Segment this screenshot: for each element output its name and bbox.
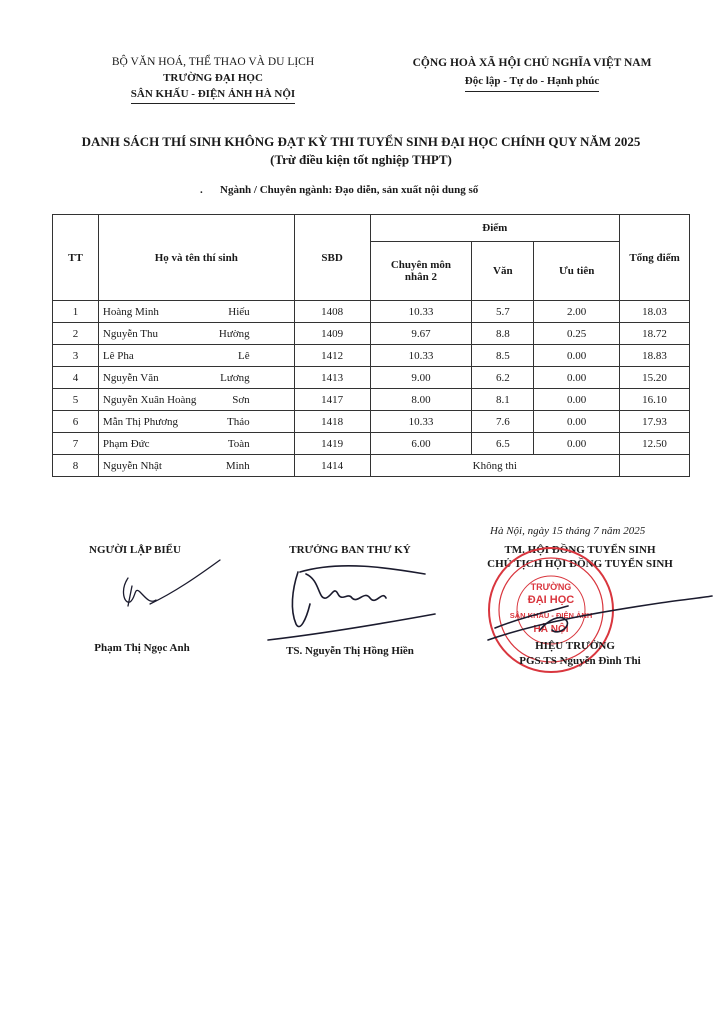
- secretary-name: TS. Nguyễn Thị Hồng Hiền: [286, 645, 414, 657]
- cell-absent-note: Không thi: [370, 455, 620, 477]
- cell-priority: 0.00: [534, 389, 620, 411]
- cell-sbd: 1413: [294, 367, 370, 389]
- cell-literature: 8.1: [472, 389, 534, 411]
- svg-text:HÀ NỘI: HÀ NỘI: [533, 624, 569, 635]
- council-line2: CHỦ TỊCH HỘI ĐỒNG TUYỂN SINH: [487, 558, 673, 570]
- header-literature: Văn: [472, 242, 534, 301]
- cell-literature: 6.2: [472, 367, 534, 389]
- header-total: Tổng điểm: [620, 215, 690, 301]
- cell-sbd: 1409: [294, 323, 370, 345]
- cell-priority: 0.25: [534, 323, 620, 345]
- cell-literature: 6.5: [472, 433, 534, 455]
- major-dot: .: [200, 184, 203, 196]
- cell-sbd: 1417: [294, 389, 370, 411]
- cell-total: 12.50: [620, 433, 690, 455]
- header-sbd: SBD: [294, 215, 370, 301]
- cell-tt: 7: [53, 433, 99, 455]
- cell-literature: 5.7: [472, 301, 534, 323]
- cell-given: Lê: [238, 349, 250, 362]
- cell-major2: 9.00: [370, 367, 472, 389]
- cell-tt: 8: [53, 455, 99, 477]
- cell-tt: 2: [53, 323, 99, 345]
- cell-priority: 0.00: [534, 433, 620, 455]
- rector-role: HIỆU TRƯỞNG: [535, 640, 615, 652]
- cell-given: Lương: [220, 371, 250, 384]
- cell-surname: Nguyễn Văn: [102, 371, 159, 384]
- school-name-line2: SÂN KHẤU - ĐIỆN ẢNH HÀ NỘI: [131, 86, 295, 104]
- cell-sbd: 1419: [294, 433, 370, 455]
- cell-total: 18.72: [620, 323, 690, 345]
- cell-tt: 1: [53, 301, 99, 323]
- school-name-line1: TRƯỜNG ĐẠI HỌC: [163, 72, 263, 84]
- cell-literature: 8.5: [472, 345, 534, 367]
- cell-given: Minh: [225, 459, 250, 472]
- cell-surname: Mẫn Thị Phương: [102, 415, 179, 428]
- cell-tt: 4: [53, 367, 99, 389]
- cell-total: 16.10: [620, 389, 690, 411]
- cell-surname: Nguyễn Xuân Hoàng: [102, 393, 197, 406]
- cell-major2: 6.00: [370, 433, 472, 455]
- cell-total: 15.20: [620, 367, 690, 389]
- cell-major2: 10.33: [370, 301, 472, 323]
- cell-surname: Lê Pha: [102, 349, 134, 362]
- cell-surname: Nguyễn Thu: [102, 327, 159, 340]
- cell-major2: 8.00: [370, 389, 472, 411]
- cell-total: 18.83: [620, 345, 690, 367]
- cell-given: Thảo: [227, 415, 250, 428]
- cell-priority: 0.00: [534, 345, 620, 367]
- major-text: Ngành / Chuyên ngành: Đạo diễn, sản xuất nội dung số: [220, 184, 479, 196]
- title-line1: DANH SÁCH THÍ SINH KHÔNG ĐẠT KỲ THI TUYỂN SINH ĐẠI HỌC CHÍNH QUY NĂM 2025: [81, 134, 641, 149]
- cell-sbd: 1414: [294, 455, 370, 477]
- header-name: Họ và tên thí sinh: [98, 215, 294, 301]
- preparer-title: NGƯỜI LẬP BIỂU: [89, 544, 181, 556]
- preparer-name: Phạm Thị Ngọc Anh: [94, 642, 190, 654]
- cell-major2: 9.67: [370, 323, 472, 345]
- cell-sbd: 1412: [294, 345, 370, 367]
- cell-tt: 5: [53, 389, 99, 411]
- svg-text:ĐẠI HỌC: ĐẠI HỌC: [527, 594, 575, 606]
- cell-tt: 6: [53, 411, 99, 433]
- cell-major2: 10.33: [370, 411, 472, 433]
- rector-name: PGS.TS Nguyễn Đình Thi: [519, 655, 641, 667]
- country-name: CỘNG HOÀ XÃ HỘI CHỦ NGHĨA VIỆT NAM: [412, 57, 652, 69]
- cell-major2: 10.33: [370, 345, 472, 367]
- header-major2: Chuyên môn nhân 2: [370, 242, 472, 301]
- cell-total: 17.93: [620, 411, 690, 433]
- cell-given: Hường: [218, 327, 250, 340]
- cell-given: Toàn: [227, 437, 250, 450]
- cell-literature: 8.8: [472, 323, 534, 345]
- national-motto: Độc lập - Tự do - Hạnh phúc: [465, 72, 599, 92]
- cell-total: 18.03: [620, 301, 690, 323]
- cell-literature: 7.6: [472, 411, 534, 433]
- title-line2: (Trừ điều kiện tốt nghiệp THPT): [270, 152, 452, 167]
- secretary-title: TRƯỞNG BAN THƯ KÝ: [289, 544, 411, 556]
- cell-tt: 3: [53, 345, 99, 367]
- svg-text:SÂN KHẤU - ĐIỆN ẢNH: SÂN KHẤU - ĐIỆN ẢNH: [509, 611, 593, 620]
- header-tt: TT: [53, 215, 99, 301]
- council-line1: TM. HỘI ĐỒNG TUYỂN SINH: [504, 544, 656, 556]
- header-priority: Ưu tiên: [534, 242, 620, 301]
- ministry-name: BỘ VĂN HOÁ, THỂ THAO VÀ DU LỊCH: [111, 56, 315, 68]
- secretary-signature: [268, 566, 435, 640]
- cell-surname: Hoàng Minh: [102, 305, 159, 318]
- cell-priority: 0.00: [534, 367, 620, 389]
- svg-text:TRƯỜNG: TRƯỜNG: [530, 582, 572, 592]
- preparer-signature: [124, 560, 220, 606]
- place-date: Hà Nội, ngày 15 tháng 7 năm 2025: [490, 525, 646, 537]
- cell-surname: Phạm Đức: [102, 437, 150, 450]
- cell-given: Sơn: [232, 393, 250, 406]
- cell-sbd: 1418: [294, 411, 370, 433]
- cell-sbd: 1408: [294, 301, 370, 323]
- cell-priority: 2.00: [534, 301, 620, 323]
- cell-priority: 0.00: [534, 411, 620, 433]
- cell-given: Hiếu: [228, 305, 250, 318]
- cell-surname: Nguyễn Nhật: [102, 459, 162, 472]
- header-score: Điểm: [370, 215, 620, 242]
